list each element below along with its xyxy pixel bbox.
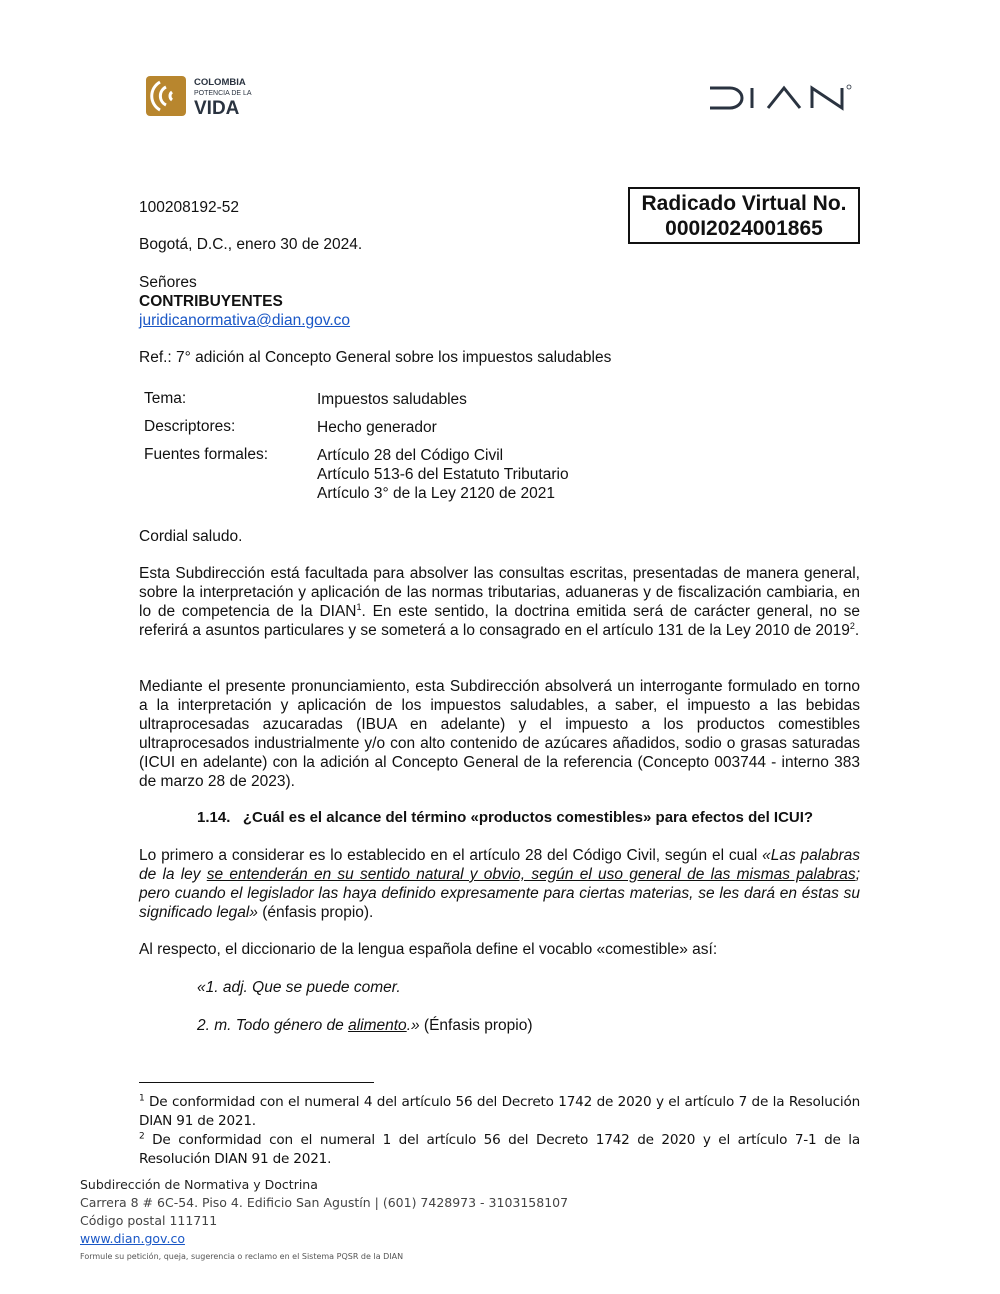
colombia-potencia-de-la-vida-logo	[146, 74, 266, 118]
definition-emphasis: alimento	[348, 1017, 407, 1034]
emphasis-note: (Énfasis propio)	[419, 1017, 533, 1034]
paragraph-competence	[139, 564, 860, 640]
radicado-number: 000I2024001865	[665, 217, 823, 240]
footnote-ref-2: 2	[849, 620, 855, 631]
question-heading	[197, 808, 860, 827]
metadata-value: Artículo 3° de la Ley 2120 de 2021	[317, 485, 556, 502]
definition-text: 2. m. Todo género de	[197, 1017, 349, 1034]
paragraph-civil-code	[139, 846, 860, 922]
place-date: Bogotá, D.C., enero 30 de 2024.	[139, 236, 363, 253]
paragraph-purpose: Mediante el presente pronunciamiento, esta Subdirección absolverá un interrogante formulado en torno a la interpretación y aplicación de los impuestos saludables, a saber, el impuesto a las bebidas ultraprocesadas azucaradas (IBUA en adelante) y el impuesto a los productos comestibles ultraprocesados industrialmente y/o con alto contenido de azúcares añadidos, sodio o grasas saturadas (ICUI en adelante) con la adición al Concepto General de la referencia (Concepto 003744 - interno 383 de marzo 28 de 2023).	[139, 678, 860, 790]
footnote-mark: 2	[139, 1131, 145, 1142]
colombia-logo-graphic	[146, 74, 266, 118]
definition-line-2	[197, 1016, 532, 1035]
reference-line: Ref.: 7° adición al Concepto General sobre los impuestos saludables	[139, 349, 612, 366]
metadata-key: Tema:	[144, 390, 187, 407]
quote-text: «Las palabras de la ley	[139, 847, 861, 883]
footnote-text: De conformidad con el numeral 4 del artículo 56 del Decreto 1742 de 2020 y el artículo 7 de la Resolución DIAN 91 de 2021.	[139, 1094, 860, 1129]
radicado-label: Radicado Virtual No.	[641, 192, 847, 215]
definition-line-1: «1. adj. Que se puede comer.	[197, 979, 401, 996]
quote-emphasis: se entenderán en su sentido natural y obvio, según el uso general de las mismas palabras	[206, 866, 856, 883]
document-number: 100208192-52	[139, 199, 239, 216]
footer-office: Subdirección de Normativa y Doctrina	[80, 1177, 318, 1192]
metadata-key: Fuentes formales:	[144, 446, 269, 463]
paragraph-text: .	[854, 622, 860, 639]
metadata-key: Descriptores:	[144, 418, 236, 435]
colombia-logo-line2: POTENCIA DE LA	[194, 90, 252, 97]
footnote-ref-1: 1	[356, 601, 362, 612]
footnote-1	[139, 1093, 860, 1131]
colombia-logo-line1: COLOMBIA	[194, 77, 246, 88]
dian-logo	[708, 84, 853, 112]
metadata-value: Artículo 513-6 del Estatuto Tributario	[317, 466, 569, 483]
paragraph-text: Esta Subdirección está facultada para absolver las consultas escritas, presentadas de manera general, sobre la interpretación y aplicación de las normas tributarias, aduaneras y de fiscalización cambiaria, en lo de competencia de la DIAN	[139, 565, 860, 620]
greeting: Cordial saludo.	[139, 528, 243, 545]
definition-text: .»	[406, 1017, 420, 1034]
footer-website-link[interactable]: www.dian.gov.co	[80, 1231, 185, 1246]
metadata-value: Impuestos saludables	[317, 391, 467, 408]
paragraph-text: . En este sentido, la doctrina emitida será de carácter general, no se referirá a asuntos particulares y se someterá a lo consagrado en el artículo 131 de la Ley 2010 de 2019	[139, 603, 860, 639]
paragraph-text: Lo primero a considerar es lo establecido en el artículo 28 del Código Civil, según el cual	[139, 847, 763, 864]
question-number: 1.14.	[197, 809, 231, 826]
radicado-box	[628, 187, 860, 244]
metadata-value: Artículo 28 del Código Civil	[317, 447, 504, 464]
footer-postal: Código postal 111711	[80, 1213, 218, 1228]
footer-pqsr-note: Formule su petición, queja, sugerencia o reclamo en el Sistema PQSR de la DIAN	[80, 1252, 404, 1261]
addressee-email-link[interactable]: juridicanormativa@dian.gov.co	[139, 312, 351, 329]
paragraph-text: (énfasis propio).	[257, 904, 374, 921]
salutation: Señores	[139, 274, 197, 291]
footnote-separator	[139, 1082, 374, 1083]
quote-text: ; pero cuando el legislador las haya definido expresamente para ciertas materias, se les dará en éstas su significado legal»	[139, 866, 860, 921]
footer-address: Carrera 8 # 6C-54. Piso 4. Edificio San Agustín | (601) 7428973 - 3103158107	[80, 1195, 569, 1210]
dian-logo-graphic	[708, 84, 853, 112]
paragraph-dictionary: Al respecto, el diccionario de la lengua española define el vocablo «comestible» así:	[139, 941, 718, 958]
metadata-value: Hecho generador	[317, 419, 437, 436]
footnote-mark: 1	[139, 1093, 145, 1104]
addressee-name: CONTRIBUYENTES	[139, 293, 283, 310]
question-text: ¿Cuál es el alcance del término «productos comestibles» para efectos del ICUI?	[242, 809, 814, 826]
footnote-2	[139, 1131, 860, 1169]
colombia-logo-line3: VIDA	[194, 98, 240, 118]
footnote-text: De conformidad con el numeral 1 del artículo 56 del Decreto 1742 de 2020 y el artículo 7-1 de la Resolución DIAN 91 de 2021.	[139, 1132, 860, 1167]
